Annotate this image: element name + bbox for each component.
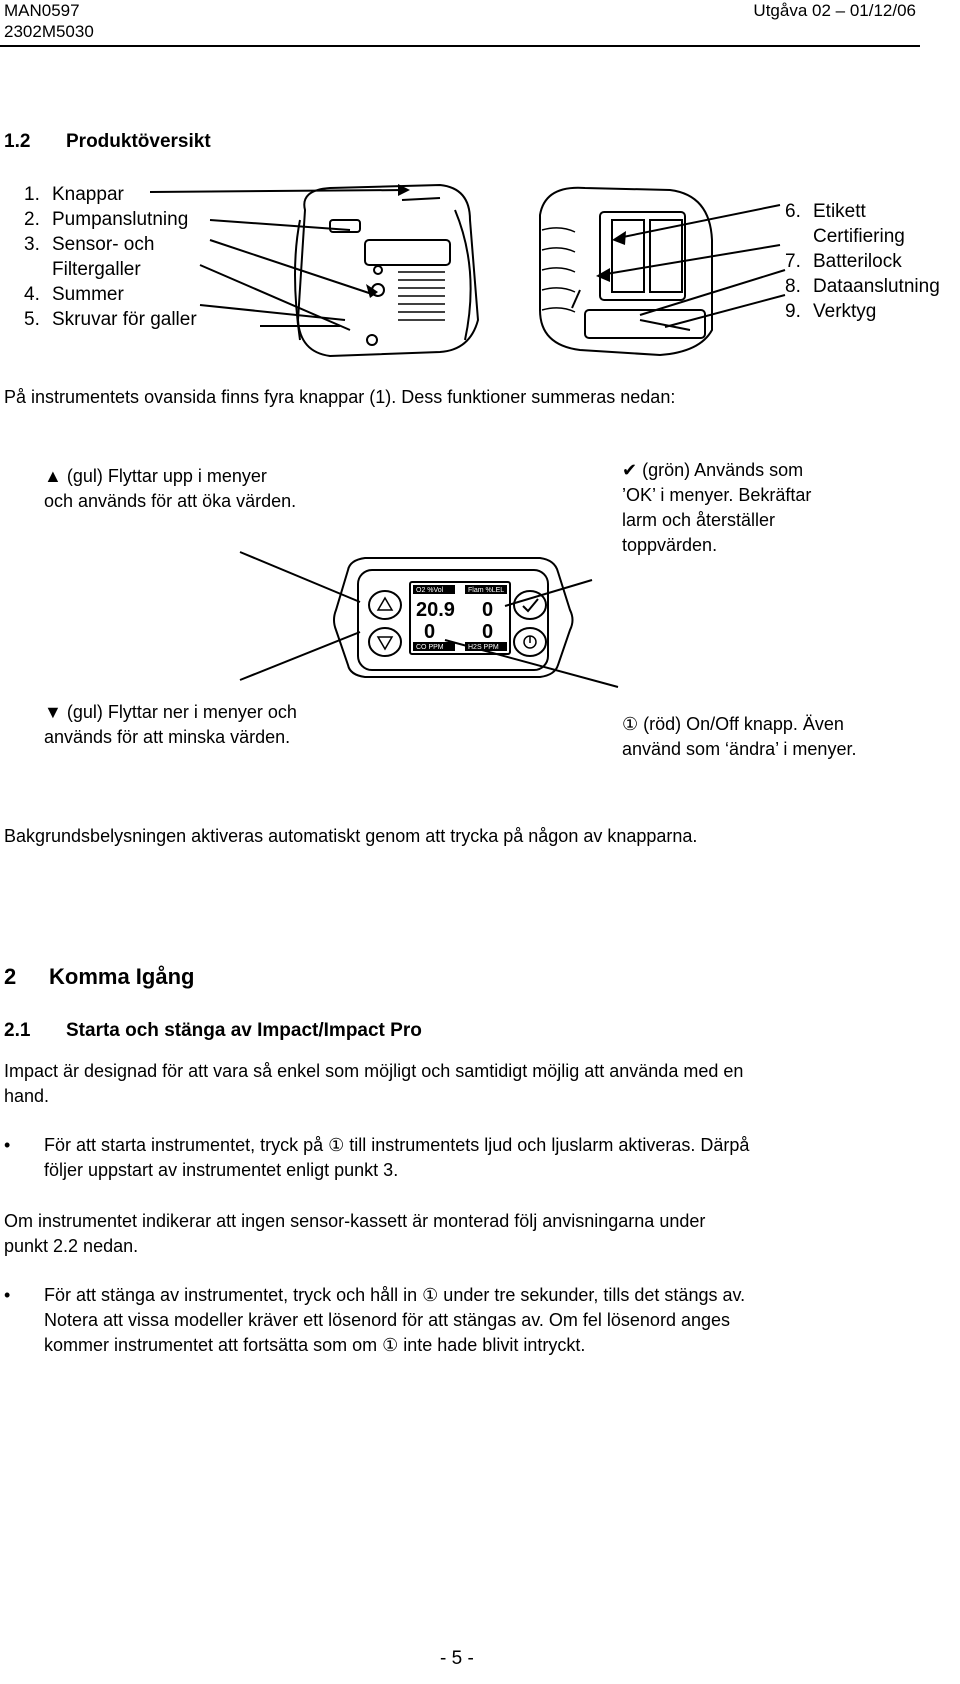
bullet-stop: • För att stänga av instrumentet, tryck och håll in ① under tre sekunder, tills det stängs av. Notera att vissa modeller kräver ett lösenord för att stängas av. Om fel lösenord anges kommer instrumentet att fortsätta som om ① inte hade blivit intryckt. bbox=[4, 1285, 746, 1355]
chapter-number: 2 bbox=[4, 964, 17, 989]
subsection-heading bbox=[4, 1020, 422, 1042]
display-gas2-label: Flam %LEL bbox=[468, 587, 505, 594]
header-rule bbox=[0, 45, 920, 47]
backlight-text: Bakgrundsbelysningen aktiveras automatiskt genom att trycka på någon av knapparna. bbox=[4, 826, 698, 846]
display-gas3-value: 0 bbox=[424, 621, 436, 643]
down-button-description: ▼ (gul) Flyttar ner i menyer och används för att minska värden. bbox=[44, 702, 297, 747]
instrument-top-view bbox=[230, 540, 650, 690]
product-overview-illustration bbox=[0, 180, 960, 380]
display-gas3-label: CO PPM bbox=[416, 644, 444, 651]
section-heading bbox=[4, 131, 211, 153]
display-gas4-label: H2S PPM bbox=[468, 644, 499, 651]
edition-date: Utgåva 02 – 01/12/06 bbox=[753, 1, 916, 20]
bullet-start: • För att starta instrumentet, tryck på ① till instrumentets ljud och ljuslarm aktiveras. Därpå följer uppstart av instrumentet enligt punkt 3. bbox=[4, 1135, 750, 1180]
bullet-dot: • bbox=[4, 1135, 11, 1155]
list-item: 1. Knappar bbox=[24, 184, 124, 205]
list-item: 2. Pumpanslutning bbox=[24, 209, 189, 230]
ok-button-shape bbox=[514, 591, 546, 619]
list-item: 3. Sensor- och bbox=[24, 234, 155, 255]
section-number: 1.2 bbox=[4, 131, 31, 152]
list-item: 4. Summer bbox=[24, 284, 124, 305]
chapter-heading bbox=[4, 964, 195, 990]
list-item: 5. Skruvar för galler bbox=[24, 309, 197, 330]
section-title: Produktöversikt bbox=[66, 131, 211, 152]
part-number: 2302M5030 bbox=[4, 22, 94, 41]
check-icon: ✔ bbox=[622, 460, 638, 480]
paragraph-cassette: Om instrumentet indikerar att ingen sensor-kassett är monterad följ anvisningarna under punkt 2.2 nedan. bbox=[4, 1211, 706, 1256]
list-item: Certifiering bbox=[813, 226, 905, 247]
list-item: Filtergaller bbox=[52, 259, 141, 280]
list-item: 8. Dataanslutning bbox=[785, 276, 940, 297]
down-button-shape bbox=[369, 628, 401, 656]
display-gas4-value: 0 bbox=[482, 621, 494, 643]
down-arrow-icon: ▼ bbox=[44, 702, 62, 722]
power-button-description: ① (röd) On/Off knapp. Även använd som ‘ändra’ i menyer. bbox=[622, 714, 857, 759]
intro-text: På instrumentets ovansida finns fyra knappar (1). Dess funktioner summeras nedan: bbox=[4, 387, 676, 407]
up-button-description: ▲ (gul) Flyttar upp i menyer och används för att öka värden. bbox=[44, 466, 297, 511]
instrument-front-body bbox=[298, 185, 478, 356]
up-arrow-icon: ▲ bbox=[44, 466, 62, 486]
ok-button-description: ✔ (grön) Används som ’OK’ i menyer. Bekräftar larm och återställer toppvärden. bbox=[622, 460, 812, 555]
display-gas2-value: 0 bbox=[482, 599, 494, 621]
paragraph-design: Impact är designad för att vara så enkel som möjligt och samtidigt möjlig att använda med en hand. bbox=[4, 1061, 744, 1106]
up-button-shape bbox=[369, 591, 401, 619]
display-gas1-label: O2 %Vol bbox=[416, 587, 444, 594]
list-item: 7. Batterilock bbox=[785, 251, 902, 272]
display-gas1-value: 20.9 bbox=[416, 599, 455, 621]
bullet-dot: • bbox=[4, 1285, 11, 1305]
doc-id: MAN0597 bbox=[4, 1, 80, 20]
subsection-title: Starta och stänga av Impact/Impact Pro bbox=[66, 1020, 422, 1041]
page-number: - 5 - bbox=[440, 1648, 474, 1669]
subsection-number: 2.1 bbox=[4, 1020, 31, 1041]
list-item: 9. Verktyg bbox=[785, 301, 877, 322]
list-item: 6. Etikett bbox=[785, 201, 866, 222]
chapter-title: Komma Igång bbox=[49, 964, 195, 989]
power-icon: ① bbox=[622, 714, 639, 734]
